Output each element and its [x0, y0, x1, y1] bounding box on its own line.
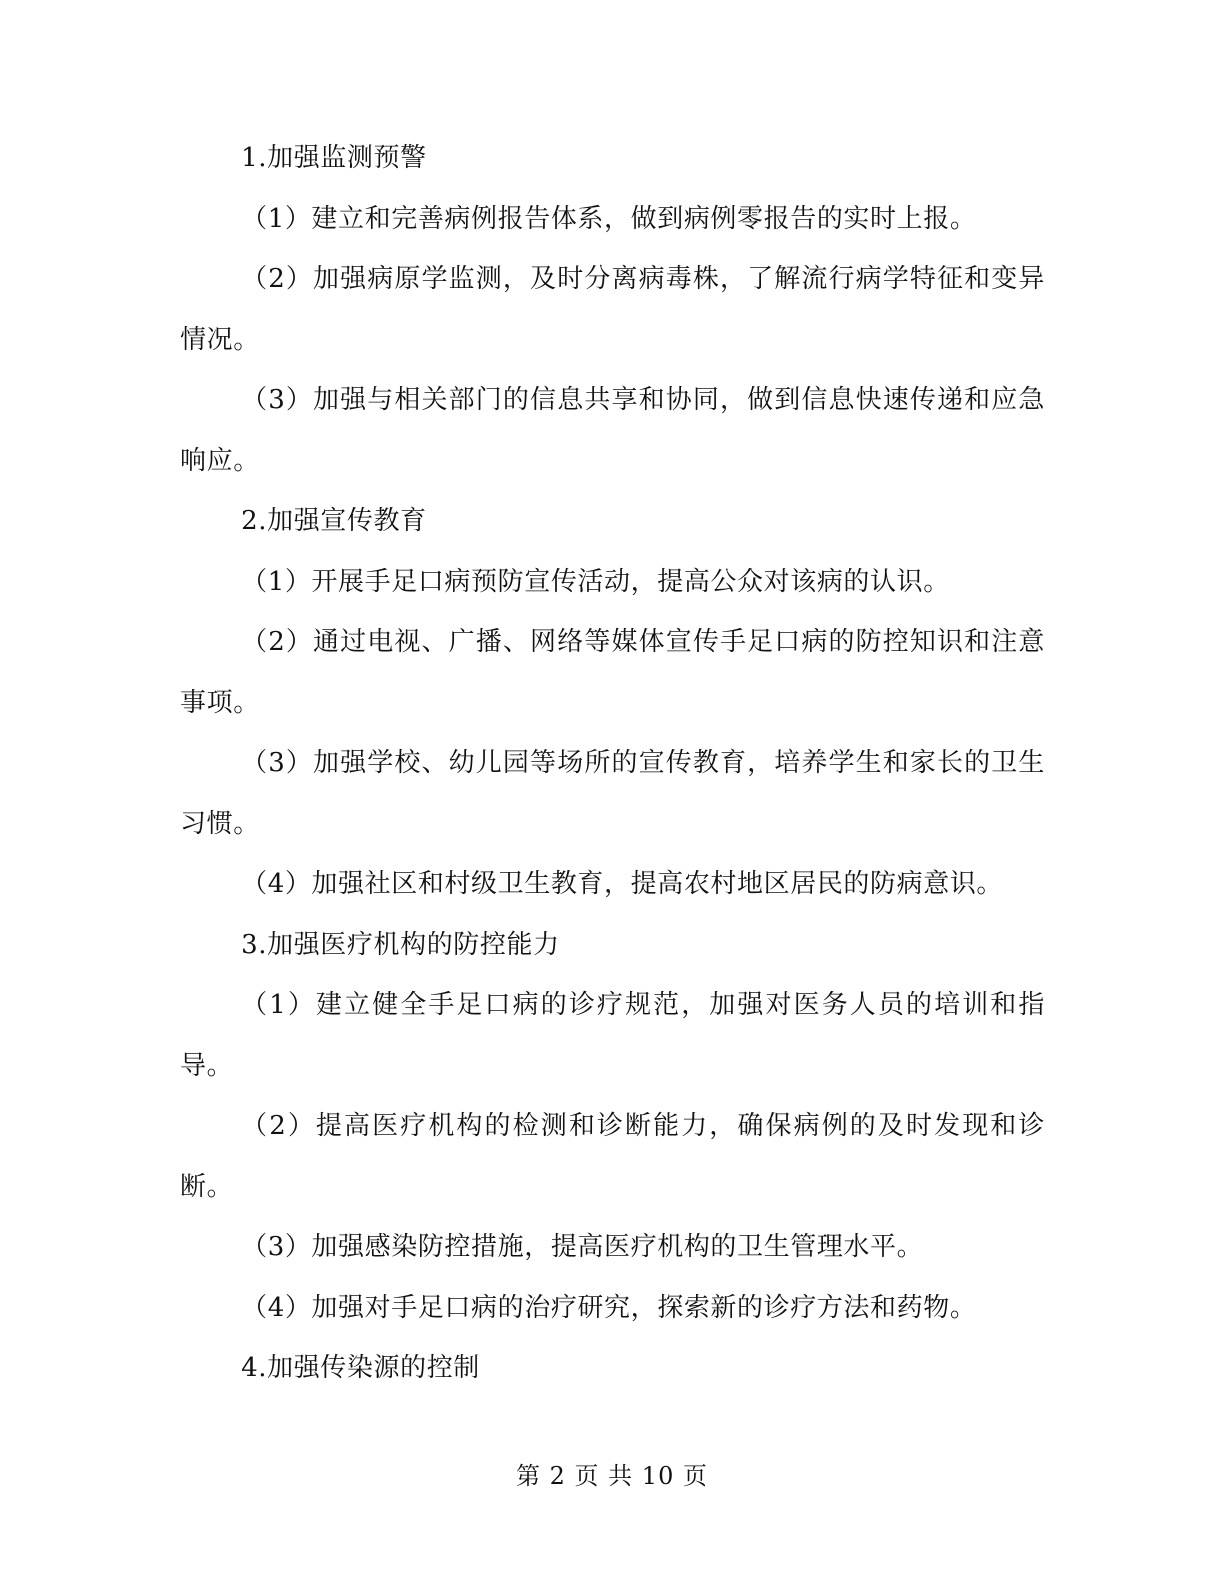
paragraph-item: （4）加强对手足口病的治疗研究，探索新的诊疗方法和药物。 — [241, 1292, 977, 1323]
section-heading-medical: 3.加强医疗机构的防控能力 — [241, 929, 560, 960]
paragraph-item: （2）通过电视、广播、网络等媒体宣传手足口病的防控知识和注意事项。 — [180, 627, 1045, 718]
paragraph-item: （1）建立健全手足口病的诊疗规范，加强对医务人员的培训和指导。 — [180, 990, 1045, 1081]
paragraph-item: （1）建立和完善病例报告体系，做到病例零报告的实时上报。 — [241, 203, 977, 234]
section-heading-publicity: 2.加强宣传教育 — [241, 506, 427, 536]
paragraph-item: （3）加强与相关部门的信息共享和协同，做到信息快速传递和应急响应。 — [180, 385, 1045, 476]
section-heading-source-control: 4.加强传染源的控制 — [241, 1353, 480, 1383]
paragraph-item: （1）开展手足口病预防宣传活动，提高公众对该病的认识。 — [241, 566, 950, 597]
paragraph-item: （3）加强学校、幼儿园等场所的宣传教育，培养学生和家长的卫生习惯。 — [180, 748, 1045, 839]
paragraph-item: （2）加强病原学监测，及时分离病毒株，了解流行病学特征和变异情况。 — [180, 264, 1045, 355]
paragraph-item: （2）提高医疗机构的检测和诊断能力，确保病例的及时发现和诊断。 — [180, 1111, 1045, 1202]
section-heading-monitoring: 1.加强监测预警 — [241, 143, 427, 173]
paragraph-item: （3）加强感染防控措施，提高医疗机构的卫生管理水平。 — [241, 1232, 924, 1262]
paragraph-item: （4）加强社区和村级卫生教育，提高农村地区居民的防病意识。 — [241, 869, 1004, 899]
document-body — [180, 128, 1045, 1399]
page-number-footer: 第 2 页 共 10 页 — [516, 1462, 708, 1490]
